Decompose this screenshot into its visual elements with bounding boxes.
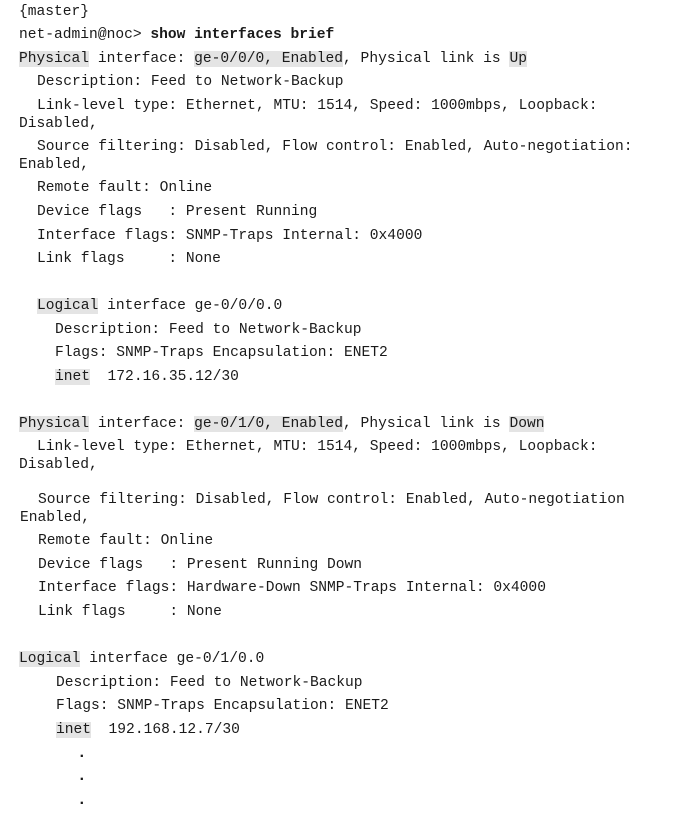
logical-flags-line: Flags: SNMP-Traps Encapsulation: ENET2 bbox=[56, 698, 389, 714]
interface-name: ge-0/1/0, Enabled bbox=[194, 416, 344, 432]
inet-label: inet bbox=[56, 722, 92, 738]
physical-link-text: , Physical link is bbox=[343, 416, 510, 432]
physical-interface-header bbox=[19, 50, 527, 68]
source-filtering-line-cont: Enabled, bbox=[19, 157, 90, 173]
logical-interface-header bbox=[19, 650, 264, 668]
interface-flags-line: Interface flags: Hardware-Down SNMP-Traps Internal: 0x4000 bbox=[38, 580, 546, 596]
inet-line bbox=[55, 368, 239, 386]
source-filtering-line: Source filtering: Disabled, Flow control: Enabled, Auto-negotiation bbox=[38, 492, 625, 508]
logical-label: Logical bbox=[37, 298, 99, 314]
config-context: {master} bbox=[19, 4, 90, 20]
prompt: net-admin@noc> bbox=[19, 27, 142, 43]
logical-description-line: Description: Feed to Network-Backup bbox=[56, 675, 363, 691]
remote-fault-line: Remote fault: Online bbox=[38, 533, 214, 549]
logical-interface-name: interface ge-0/1/0.0 bbox=[80, 651, 265, 667]
physical-interface-text: interface: bbox=[89, 416, 195, 432]
link-level-line-cont: Disabled, bbox=[19, 457, 98, 473]
link-level-line: Link-level type: Ethernet, MTU: 1514, Speed: 1000mbps, Loopback: bbox=[37, 98, 598, 114]
link-level-line: Link-level type: Ethernet, MTU: 1514, Speed: 1000mbps, Loopback: bbox=[37, 439, 598, 455]
inet-address: 172.16.35.12/30 bbox=[90, 369, 239, 385]
command-line bbox=[19, 26, 334, 44]
inet-line bbox=[56, 721, 240, 739]
link-status: Up bbox=[509, 51, 527, 67]
physical-interface-header bbox=[19, 415, 544, 433]
device-flags-line: Device flags : Present Running bbox=[37, 204, 318, 220]
logical-description-line: Description: Feed to Network-Backup bbox=[55, 322, 362, 338]
physical-link-text: , Physical link is bbox=[343, 51, 510, 67]
link-flags-line: Link flags : None bbox=[38, 604, 222, 620]
link-level-line-cont: Disabled, bbox=[19, 116, 98, 132]
source-filtering-line: Source filtering: Disabled, Flow control: Enabled, Auto-negotiation: bbox=[37, 139, 633, 155]
command: show interfaces brief bbox=[150, 27, 335, 43]
inet-label: inet bbox=[55, 369, 91, 385]
logical-interface-header bbox=[37, 297, 282, 315]
ellipsis-dot: · bbox=[77, 794, 87, 812]
source-filtering-line-cont: Enabled, bbox=[20, 510, 91, 526]
physical-label: Physical bbox=[19, 51, 90, 67]
link-status: Down bbox=[509, 416, 545, 432]
physical-interface-text: interface: bbox=[89, 51, 195, 67]
interface-flags-line: Interface flags: SNMP-Traps Internal: 0x4000 bbox=[37, 228, 423, 244]
inet-address: 192.168.12.7/30 bbox=[91, 722, 240, 738]
logical-label: Logical bbox=[19, 651, 81, 667]
ellipsis-dot: · bbox=[77, 770, 87, 788]
logical-flags-line: Flags: SNMP-Traps Encapsulation: ENET2 bbox=[55, 345, 388, 361]
interface-name: ge-0/0/0, Enabled bbox=[194, 51, 344, 67]
ellipsis-dot: · bbox=[77, 747, 87, 765]
description-line: Description: Feed to Network-Backup bbox=[37, 74, 344, 90]
device-flags-line: Device flags : Present Running Down bbox=[38, 557, 363, 573]
physical-label: Physical bbox=[19, 416, 90, 432]
link-flags-line: Link flags : None bbox=[37, 251, 221, 267]
logical-interface-name: interface ge-0/0/0.0 bbox=[98, 298, 283, 314]
remote-fault-line: Remote fault: Online bbox=[37, 180, 213, 196]
